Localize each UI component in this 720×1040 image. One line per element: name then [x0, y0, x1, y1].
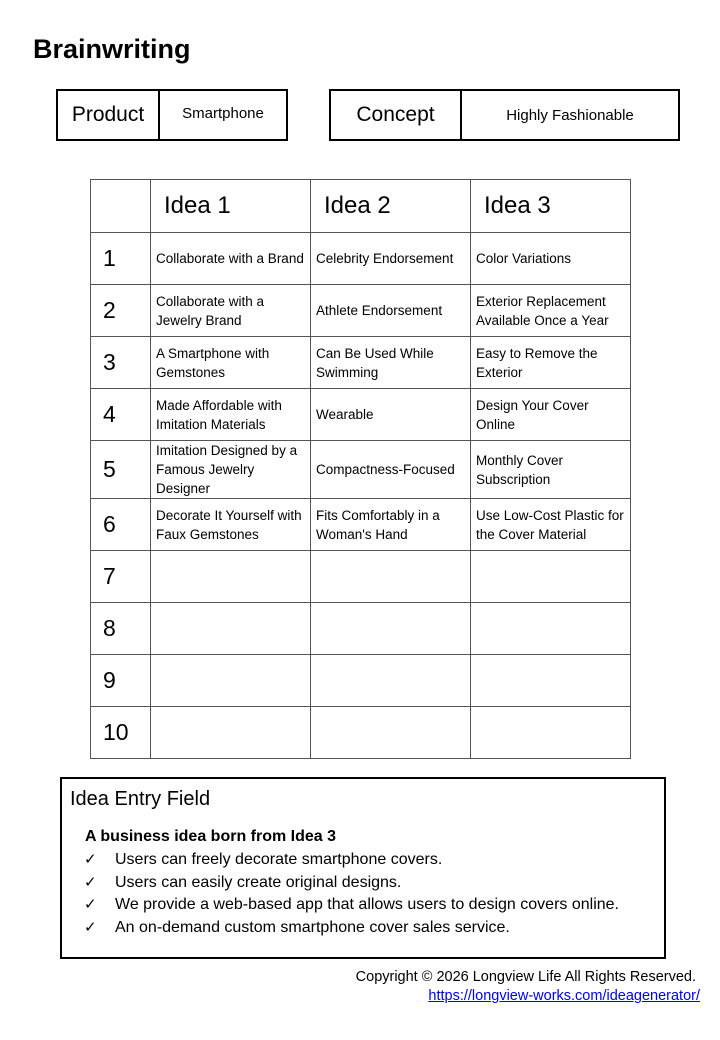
idea-2-header: Idea 2 — [311, 180, 471, 233]
idea-cell[interactable] — [151, 707, 311, 759]
product-field — [56, 89, 288, 141]
row-number: 3 — [91, 337, 151, 389]
website-link[interactable]: https://longview-works.com/ideagenerator/ — [428, 988, 700, 1004]
concept-value: Highly Fashionable — [506, 106, 634, 124]
idea-cell[interactable]: Collaborate with a Jewelry Brand — [151, 285, 311, 337]
row-number: 4 — [91, 389, 151, 441]
row-number: 7 — [91, 551, 151, 603]
checklist-item — [84, 894, 619, 917]
checklist-item — [84, 917, 619, 940]
grid-row — [91, 337, 631, 389]
idea-cell[interactable]: Collaborate with a Brand — [151, 233, 311, 285]
idea-cell[interactable] — [471, 655, 631, 707]
grid-row — [91, 285, 631, 337]
entry-title: Idea Entry Field — [70, 788, 211, 810]
grid-row — [91, 551, 631, 603]
copyright-text: Copyright © 2026 Longview Life All Rights Reserved. — [355, 969, 696, 985]
grid-row — [91, 603, 631, 655]
grid-header-row — [91, 180, 631, 233]
checkmark-icon: ✓ — [84, 896, 97, 913]
checkmark-icon: ✓ — [84, 851, 97, 868]
checkmark-icon: ✓ — [84, 918, 97, 936]
idea-cell[interactable] — [471, 707, 631, 759]
grid-row — [91, 499, 631, 551]
idea-cell[interactable] — [151, 655, 311, 707]
concept-label: Concept — [331, 91, 462, 139]
idea-cell[interactable] — [311, 551, 471, 603]
checklist-item-text: Users can freely decorate smartphone covers. — [115, 851, 443, 868]
idea-cell[interactable] — [311, 707, 471, 759]
idea-cell[interactable]: Imitation Designed by a Famous Jewelry Designer — [151, 441, 311, 499]
entry-checklist — [84, 849, 619, 939]
checklist-item-text: Users can easily create original designs. — [115, 873, 402, 891]
idea-cell[interactable]: Wearable — [311, 389, 471, 441]
idea-cell[interactable] — [471, 551, 631, 603]
idea-cell[interactable]: Fits Comfortably in a Woman's Hand — [311, 499, 471, 551]
checklist-item-text: We provide a web-based app that allows users to design covers online. — [115, 896, 619, 913]
idea-cell[interactable] — [151, 551, 311, 603]
row-number: 6 — [91, 499, 151, 551]
page-title: Brainwriting — [33, 34, 191, 64]
idea-cell[interactable]: Athlete Endorsement — [311, 285, 471, 337]
idea-cell[interactable] — [151, 603, 311, 655]
grid-row — [91, 441, 631, 499]
idea-cell[interactable]: A Smartphone with Gemstones — [151, 337, 311, 389]
row-number: 1 — [91, 233, 151, 285]
idea-entry-field — [60, 777, 666, 959]
row-number: 9 — [91, 655, 151, 707]
row-number: 10 — [91, 707, 151, 759]
checklist-item — [84, 849, 619, 872]
product-label: Product — [58, 91, 160, 139]
idea-cell[interactable] — [311, 603, 471, 655]
grid-row — [91, 389, 631, 441]
idea-3-header: Idea 3 — [471, 180, 631, 233]
idea-cell[interactable] — [471, 603, 631, 655]
idea-1-header: Idea 1 — [151, 180, 311, 233]
idea-cell[interactable] — [311, 655, 471, 707]
checklist-item — [84, 872, 619, 895]
grid-row — [91, 707, 631, 759]
idea-cell[interactable]: Compactness-Focused — [311, 441, 471, 499]
grid-row — [91, 233, 631, 285]
idea-cell[interactable]: Can Be Used While Swimming — [311, 337, 471, 389]
idea-cell[interactable]: Exterior Replacement Available Once a Year — [471, 285, 631, 337]
idea-cell[interactable]: Easy to Remove the Exterior — [471, 337, 631, 389]
row-number: 8 — [91, 603, 151, 655]
idea-cell[interactable]: Made Affordable with Imitation Materials — [151, 389, 311, 441]
row-number: 5 — [91, 441, 151, 499]
row-number: 2 — [91, 285, 151, 337]
idea-cell[interactable]: Design Your Cover Online — [471, 389, 631, 441]
concept-field — [329, 89, 680, 141]
product-value: Smartphone — [182, 104, 264, 122]
grid-corner-cell — [91, 180, 151, 233]
brainwriting-grid — [90, 179, 631, 759]
grid-row — [91, 655, 631, 707]
checkmark-icon: ✓ — [84, 873, 97, 891]
idea-cell[interactable]: Monthly Cover Subscription — [471, 441, 631, 499]
entry-subtitle: A business idea born from Idea 3 — [85, 828, 337, 845]
idea-cell[interactable]: Celebrity Endorsement — [311, 233, 471, 285]
checklist-item-text: An on-demand custom smartphone cover sales service. — [115, 918, 510, 936]
idea-cell[interactable]: Decorate It Yourself with Faux Gemstones — [151, 499, 311, 551]
idea-cell[interactable]: Use Low-Cost Plastic for the Cover Material — [471, 499, 631, 551]
idea-cell[interactable]: Color Variations — [471, 233, 631, 285]
